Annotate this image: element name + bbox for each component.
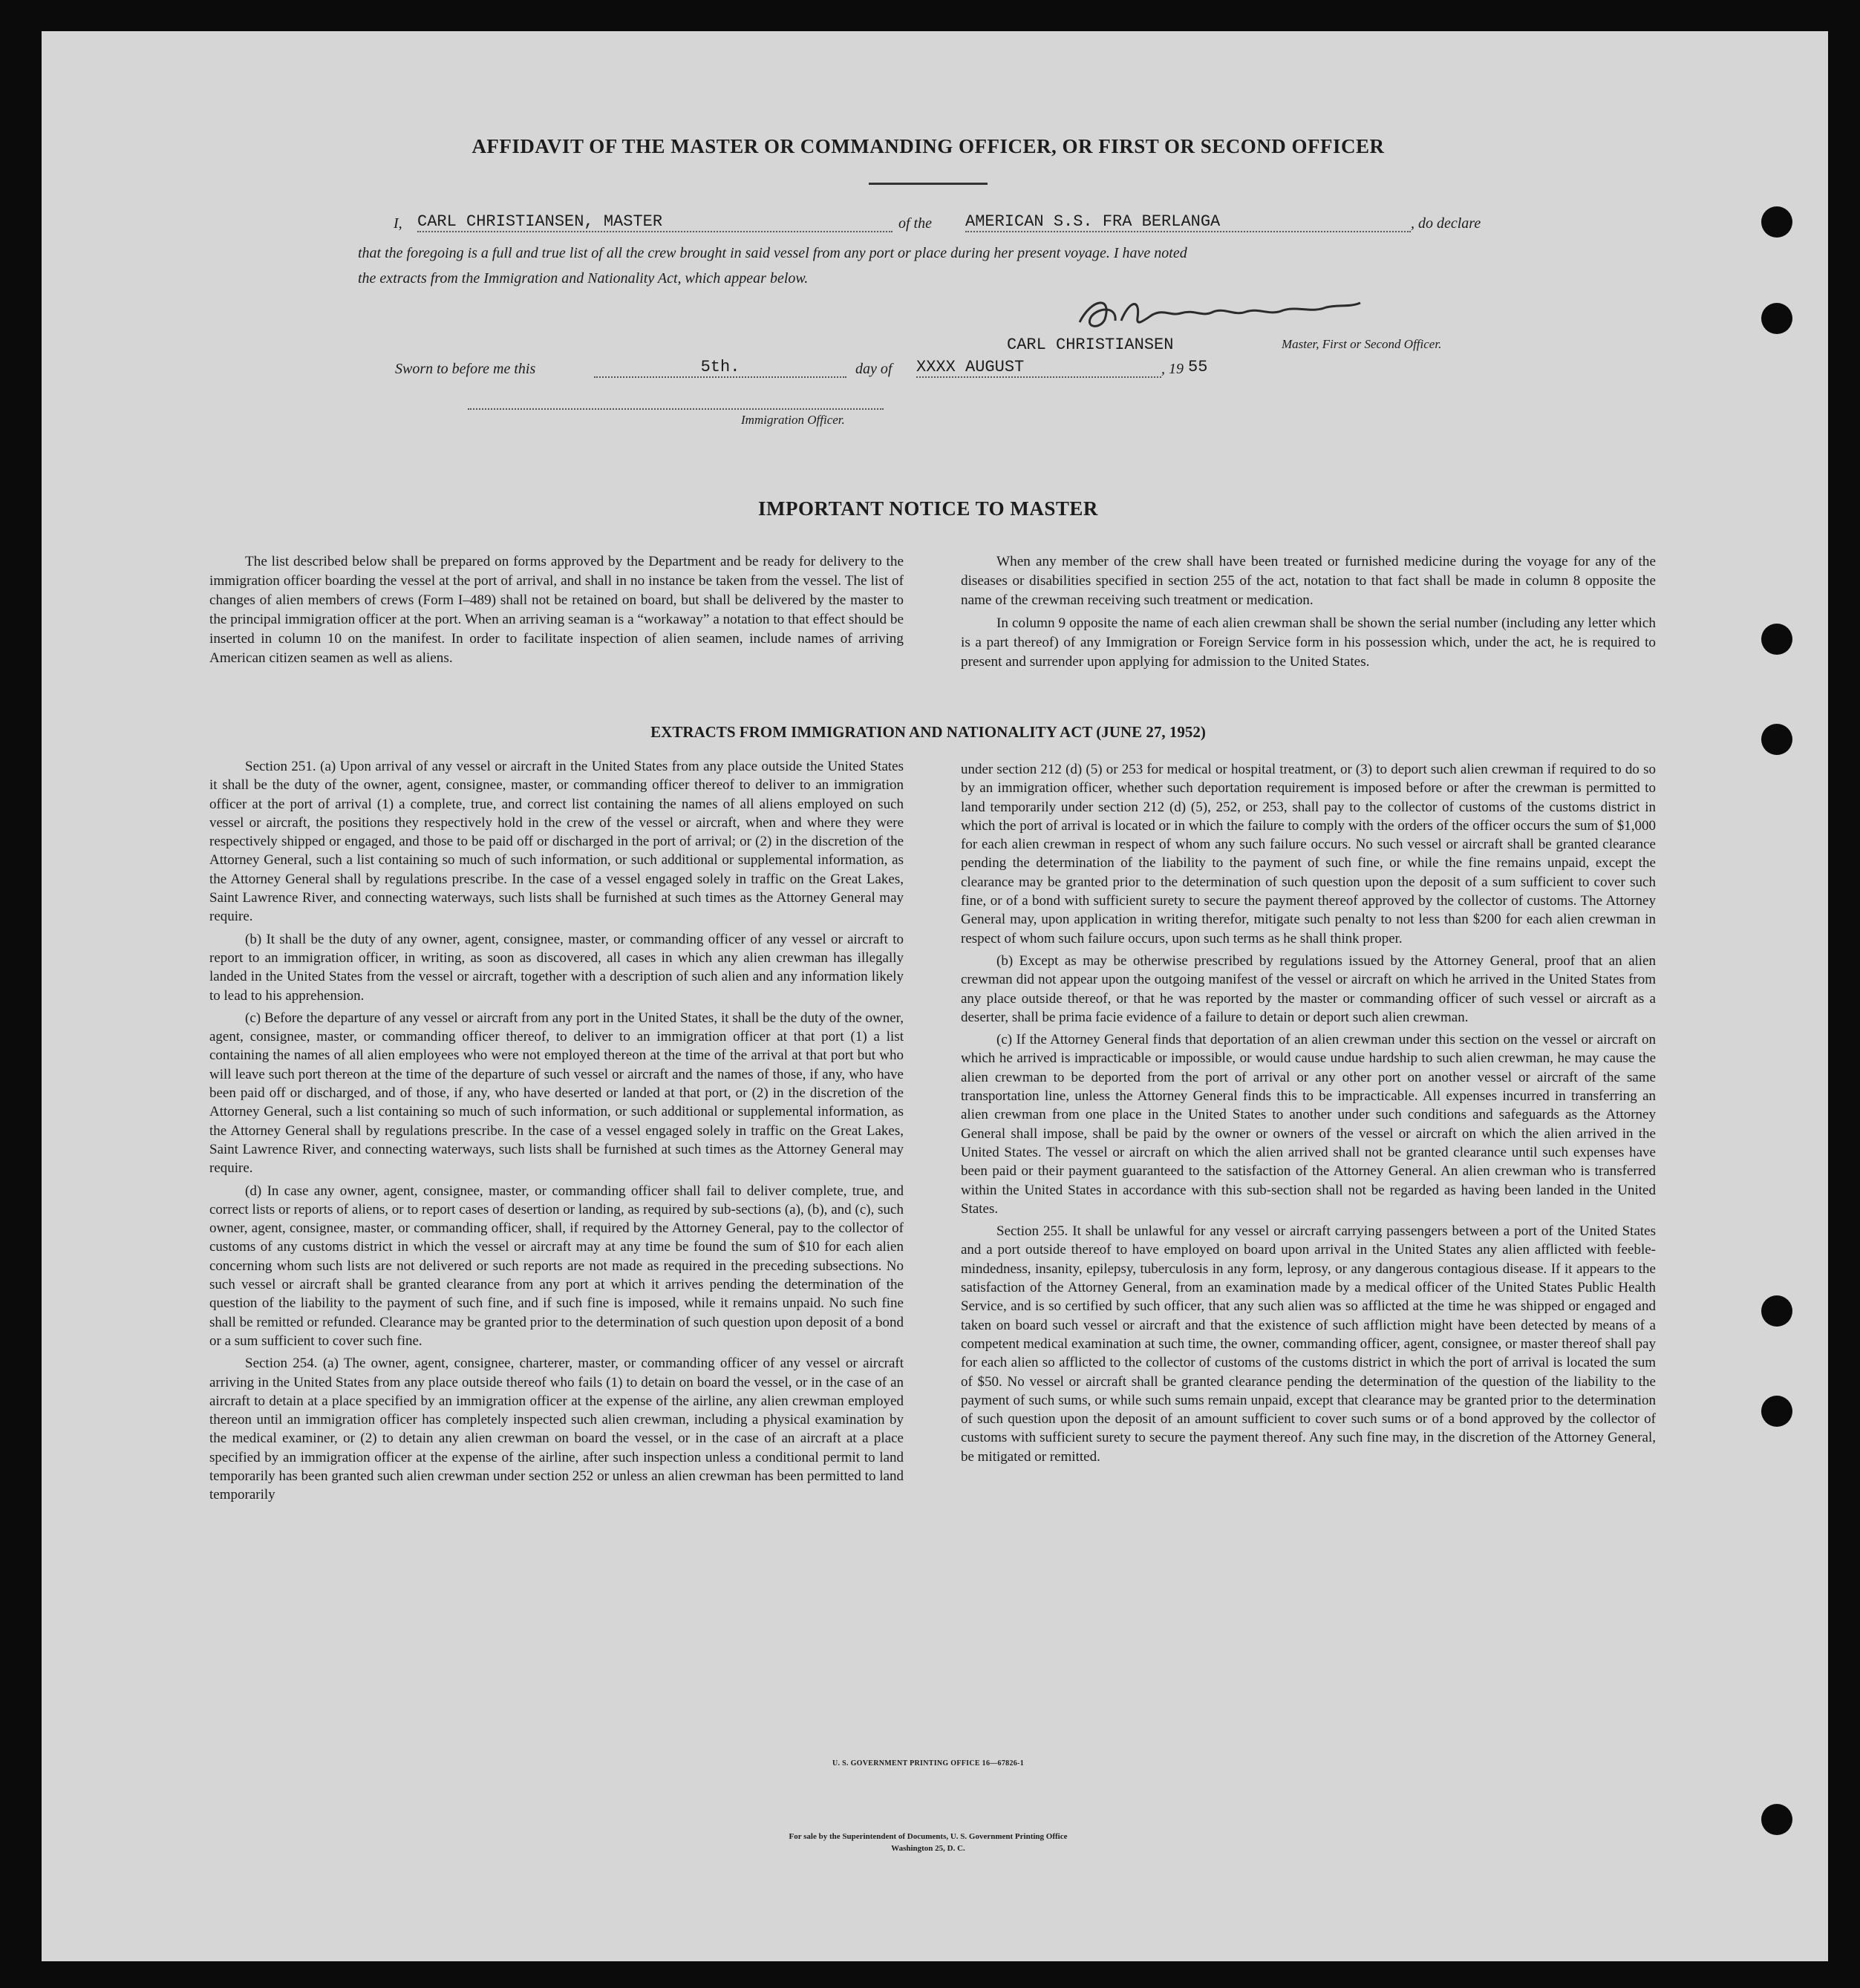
notice-title: IMPORTANT NOTICE TO MASTER (758, 497, 1098, 520)
i-prefix: I, (394, 215, 402, 232)
punch-hole (1761, 303, 1792, 334)
signer-caption: Master, First or Second Officer. (1282, 337, 1442, 351)
sale-line-2: Washington 25, D. C. (891, 1844, 965, 1853)
punch-hole (1761, 206, 1792, 238)
year-field: 55 (1188, 358, 1208, 376)
notice-paragraph: The list described below shall be prepared on forms approved by the Department and be ready for delivery to the immigration officer boarding the vessel at the port of arrival, and shall in no instance be taken from the vessel. The list of changes of alien members of crews (Form I–489) shall not be retained on board, but shall be delivered by the master to the principal immigration officer at the port. When an arriving seaman is a “workaway” a notation to that effect should be inserted in column 10 on the manifest. In order to facilitate inspection of alien seamen, include names of arriving American citizen seamen as well as aliens. (209, 554, 904, 666)
sale-line-1: For sale by the Superintendent of Documents, U. S. Government Printing Office (789, 1832, 1068, 1841)
section-paragraph: Section 254. (a) The owner, agent, consignee, charterer, master, or commanding officer of any vessel or aircraft arriving in the United States from any place outside thereof who fails (1) to detain on board the vessel, or in the case of an aircraft to detain at a place specified by an immigration officer at the expense of the airline, any alien crewman employed thereon until an immigration officer has completely inspected such alien crewman, including a physical examination by the medical examiner, or (2) to detain any alien crewman on board the vessel, or in the case of an aircraft at a place specified by an immigration officer at the expense of the airline, after such inspection unless a conditional permit to land temporarily has been granted such alien crewman under section 252 or unless an alien crewman has been permitted to land temporarily (209, 1356, 904, 1503)
section-paragraph: (c) Before the departure of any vessel or aircraft from any port in the United States, it shall be the duty of the owner, agent, consignee, master, or commanding officer thereof, to deliver to an immigration officer at that port (1) a list containing the names of all alien employees who were not employed thereon at the time of the arrival at that port but who will leave such port thereon at the time of the departure of such vessel or aircraft and the names of those, if any, who have been paid off or discharged, and of those, if any, who have deserted or landed at that port, or (2) in the discretion of the Attorney General, such a list containing so much of such information, or such additional or supplemental information, as the Attorney General shall by regulations prescribe. In the case of a vessel engaged solely in traffic on the Great Lakes, Saint Lawrence River, and connecting waterways, such lists shall be furnished at such times as the Attorney General may require. (209, 1010, 904, 1177)
signer-typed-name: CARL CHRISTIANSEN (1007, 336, 1174, 354)
notice-right-column (961, 552, 1656, 676)
punch-hole (1761, 624, 1792, 655)
section-paragraph: (d) In case any owner, agent, consignee, master, or commanding officer shall fail to deliver complete, true, and correct lists or reports of aliens, or to report cases of desertion or landing, as required by sub-sections (a), (b), and (c), such owner, agent, consignee, master, or commanding officer, shall, if required by the Attorney General, pay to the collector of customs of any customs district in which the vessel or aircraft may at any time be found the sum of $10 for each alien concerning whom such lists are not delivered or such reports are not made as required in the preceding subsections. No such vessel or aircraft shall be granted clearance from any port at which it arrives pending the determination of the question of the liability to the payment of such fine, and if such fine is imposed, while it remains unpaid. No such fine shall be remitted or refunded. Clearance may be granted prior to the determination of such question upon deposit of a bond or a sum sufficient to cover such fine. (209, 1183, 904, 1349)
section-paragraph: (c) If the Attorney General finds that deportation of an alien crewman under this section on the vessel or aircraft on which he arrived is impracticable or impossible, or would cause undue hardship to such alien crewman, he may cause the alien crewman to be deported from the port of arrival or any other port on another vessel or aircraft of the same transportation line, unless the Attorney General finds this to be impracticable. All expenses incurred in transferring an alien crewman from one place in the United States to another under such conditions and safeguards as the Attorney General shall impose, shall be paid by the owner or owners of the vessel or aircraft on which the alien arrived in the United States. The vessel or aircraft on which the alien arrived shall not be granted clearance until such expenses have been paid or their payment guaranteed to the satisfaction of the Attorney General. An alien crewman who is transferred within the United States in accordance with this sub-section shall not be regarded as having been landed in the United States. (961, 1032, 1656, 1217)
section-paragraph: Section 251. (a) Upon arrival of any vessel or aircraft in the United States from any place outside the United States it shall be the duty of the owner, agent, consignee, master, or commanding officer thereof to deliver to an immigration officer at the port of arrival (1) a complete, true, and correct list containing the names of all aliens employed on such vessel or aircraft, the positions they respectively hold in the crew of the vessel or aircraft, when and where they were respectively shipped or engaged, and those to be paid off or discharged in the port of arrival; or (2) in the discretion of the Attorney General, such a list containing so much of such information, or such additional or supplemental information, as the Attorney General shall by regulations prescribe. In the case of a vessel engaged solely in traffic on the Great Lakes, Saint Lawrence River, and connecting waterways, such lists shall be furnished at such times as the Attorney General may require. (209, 759, 904, 925)
notice-paragraph: In column 9 opposite the name of each alien crewman shall be shown the serial number (including any letter which is a part thereof) of any Immigration or Foreign Service form in his possession which, under the act, he is required to present and surrender upon applying for admission to the United States. (961, 615, 1656, 670)
extracts-title: EXTRACTS FROM IMMIGRATION AND NATIONALITY ACT (JUNE 27, 1952) (650, 723, 1206, 741)
declaration-line-1: that the foregoing is a full and true list of all the crew brought in said vessel from any port or place during her present voyage. I have noted (358, 245, 1187, 261)
extracts-left-column (209, 757, 904, 1508)
declaration-line-2: the extracts from the Immigration and Nationality Act, which appear below. (358, 270, 809, 287)
year-prefix: , 19 (1161, 361, 1184, 377)
notice-paragraph: When any member of the crew shall have been treated or furnished medicine during the voyage for any of the diseases or disabilities specified in section 255 of the act, notation to that fact shall be made in column 8 opposite the name of the crewman receiving such treatment or medication. (961, 554, 1656, 608)
sworn-month-field: XXXX AUGUST (916, 358, 1161, 378)
punch-hole (1761, 1295, 1792, 1327)
punch-hole (1761, 724, 1792, 755)
of-the-label: of the (898, 215, 932, 232)
do-declare-label: , do declare (1411, 215, 1481, 232)
printing-office-line: U. S. GOVERNMENT PRINTING OFFICE 16—67826-1 (832, 1759, 1024, 1768)
notice-left-column (209, 552, 904, 672)
section-paragraph: (b) It shall be the duty of any owner, agent, consignee, master, or commanding officer of any vessel or aircraft to report to an immigration officer, in writing, as soon as discovered, all cases in which any alien crewman has illegally landed in the United States from the vessel or aircraft, together with a description of such alien and any information likely to lead to his apprehension. (209, 931, 904, 1004)
affidavit-title: AFFIDAVIT OF THE MASTER OR COMMANDING OFFICER, OR FIRST OR SECOND OFFICER (471, 135, 1385, 157)
title-rule (869, 183, 988, 185)
section-paragraph: Section 255. It shall be unlawful for any vessel or aircraft carrying passengers between a port of the United States and a port outside thereof to have employed on board upon arrival in the United States any alien afflicted with feeble-mindedness, insanity, epilepsy, tuberculosis in any form, leprosy, or any dangerous contagious disease. If it appears to the satisfaction of the Attorney General, from an examination made by a medical officer of the United States Public Health Service, and is so certified by such officer, that any such alien was so afflicted at the time he was shipped or engaged and taken on board such vessel or aircraft and that the existence of such affliction might have been detected by means of a competent medical examination at such time, the owner, commanding officer, agent, consignee, or master thereof shall pay for each alien so afflicted to the collector of customs of the customs district in which the port of arrival is located the sum of $50. No vessel or aircraft shall be granted clearance pending the determination of the question of the liability to the payment of such sums, or while such sums remain unpaid, except that clearance may be granted prior to the determination of such question upon the deposit of an amount sufficient to cover such sums or of a bond approved by the collector of customs with sufficient surety to secure the payment thereof. Any such fine may, in the discretion of the Attorney General, be mitigated or remitted. (961, 1223, 1656, 1465)
master-name-field: CARL CHRISTIANSEN, MASTER (417, 212, 893, 232)
section-paragraph: under section 212 (d) (5) or 253 for medical or hospital treatment, or (3) to deport such alien crewman if required to do so by an immigration officer, whether such deportation requirement is imposed before or after the crewman is permitted to land temporarily under section 212 (d) (5), 252, or 253, shall pay to the collector of customs of the customs district in which the port of arrival is located or in which the failure to comply with the orders of the officer occurs the sum of $1,000 for each alien crewman in respect of whom any such failure occurs. No such vessel or aircraft shall be granted clearance pending the determination of the liability to the payment of such fine, or while the fine remains unpaid, except the clearance may be granted prior to the determination of such question upon the deposit of a sum sufficient to cover such fine, or of a bond with sufficient surety to secure the payment thereof approved by the collector of customs. The Attorney General may, upon application in writing therefor, mitigate such penalty to not less than $200 for each alien crewman in respect of whom such failure occurs, upon such terms as he shall think proper. (961, 762, 1656, 946)
extracts-right-column (961, 760, 1656, 1470)
master-signature (1069, 291, 1366, 337)
punch-hole (1761, 1396, 1792, 1427)
vessel-name-field: AMERICAN S.S. FRA BERLANGA (965, 212, 1411, 232)
section-paragraph: (b) Except as may be otherwise prescribed by regulations issued by the Attorney General, proof that an alien crewman did not appear upon the outgoing manifest of the vessel or aircraft on which he arrived in the United States from any place outside thereof, or that he was reported by the master or commanding officer of such vessel or aircraft as a deserter, shall be prima facie evidence of a failure to detain or deport such alien crewman. (961, 952, 1656, 1025)
officer-caption: Immigration Officer. (741, 413, 845, 427)
punch-hole (1761, 1804, 1792, 1835)
immigration-officer-signature-line (468, 408, 884, 410)
day-of-label: day of (855, 361, 893, 377)
sworn-label: Sworn to before me this (395, 361, 536, 377)
sworn-day-field: 5th. (594, 358, 846, 378)
